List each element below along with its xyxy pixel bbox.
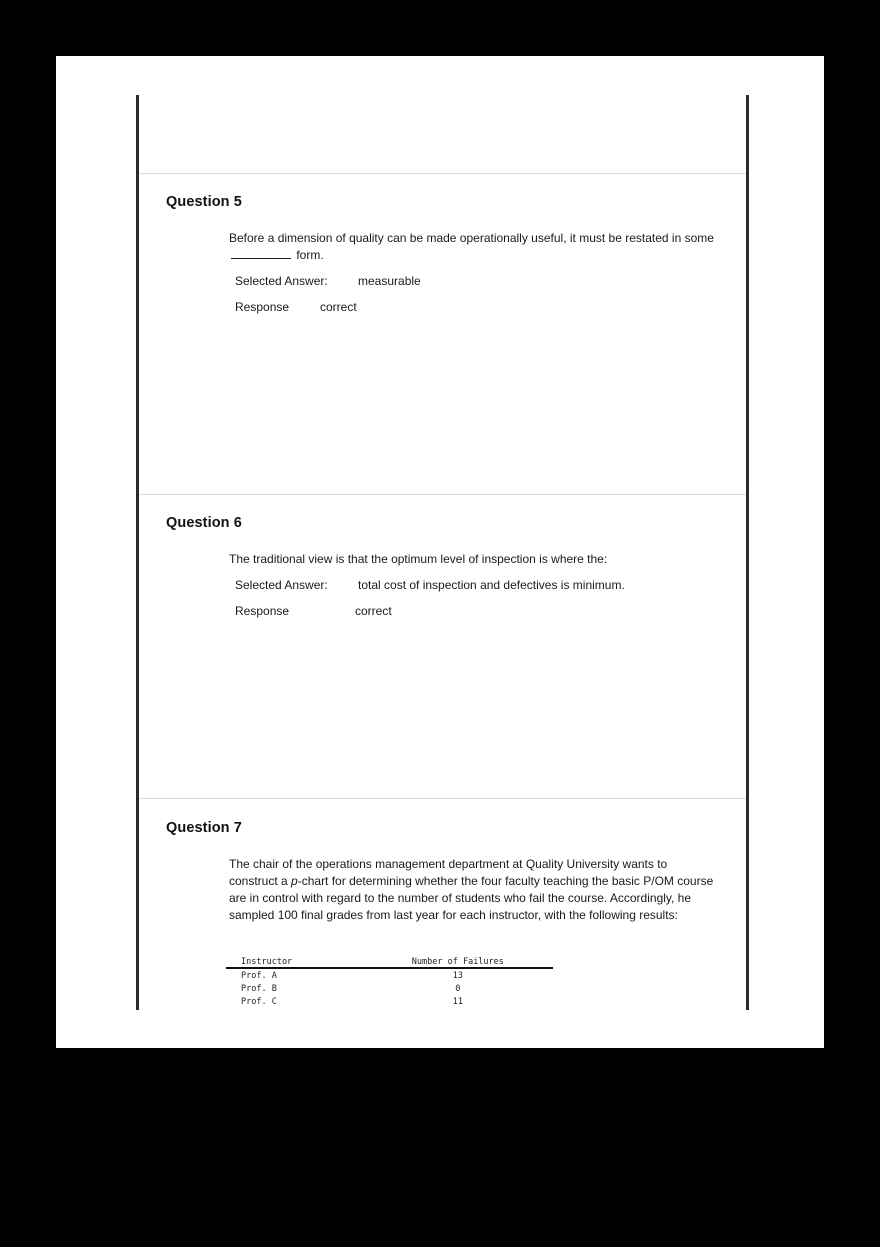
response-label: Response <box>235 300 290 314</box>
selected-answer-row <box>235 578 625 592</box>
column-header-instructor: Instructor <box>226 957 363 968</box>
failures-cell: 0 <box>455 983 461 994</box>
column-header-failures: Number of Failures <box>363 957 553 968</box>
question-6-text: The traditional view is that the optimum level of inspection is where the: <box>229 552 608 566</box>
section-divider <box>139 173 746 174</box>
question-5-text <box>229 230 729 264</box>
selected-answer-row <box>235 274 421 288</box>
instructor-cell: Prof. B <box>241 983 277 994</box>
table-header-row <box>226 957 553 968</box>
instructor-cell: Prof. C <box>241 996 277 1007</box>
instructor-cell: Prof. A <box>241 970 277 981</box>
response-row <box>235 604 392 618</box>
response-value: correct <box>355 604 392 618</box>
failures-cell: 13 <box>452 970 463 981</box>
response-label: Response <box>235 604 290 618</box>
question-text-part: The chair of the operations management department at Quality University wants to construct a <box>229 857 668 888</box>
selected-answer-value: measurable <box>358 274 421 288</box>
question-text-italic: p <box>291 874 298 888</box>
question-text-part: form. <box>296 248 324 262</box>
selected-answer-label: Selected Answer: <box>235 274 328 288</box>
quiz-frame <box>136 95 749 1010</box>
question-6-title: Question 6 <box>166 515 242 531</box>
table-row <box>226 995 553 1008</box>
question-5-title: Question 5 <box>166 194 242 210</box>
response-row <box>235 300 357 314</box>
selected-answer-label: Selected Answer: <box>235 578 328 592</box>
question-text-part: Before a dimension of quality can be made operationally useful, it must be restated in some <box>229 231 714 245</box>
failures-table <box>226 957 553 1008</box>
document-page <box>56 56 824 1048</box>
table-row <box>226 982 553 995</box>
question-7-title: Question 7 <box>166 820 242 836</box>
fill-in-blank <box>231 248 291 259</box>
selected-answer-value: total cost of inspection and defectives is minimum. <box>358 578 625 592</box>
table-row <box>226 968 553 982</box>
failures-cell: 11 <box>452 996 463 1007</box>
question-text-part: -chart for determining whether the four faculty teaching the basic P/OM course are in control with regard to the number of students who fail the course. Accordingly, he sampled 100 final grades from last year for each instructor, with the following results: <box>229 874 714 922</box>
section-divider <box>139 494 746 495</box>
response-value: correct <box>320 300 357 314</box>
section-divider <box>139 798 746 799</box>
question-7-text <box>229 856 714 924</box>
